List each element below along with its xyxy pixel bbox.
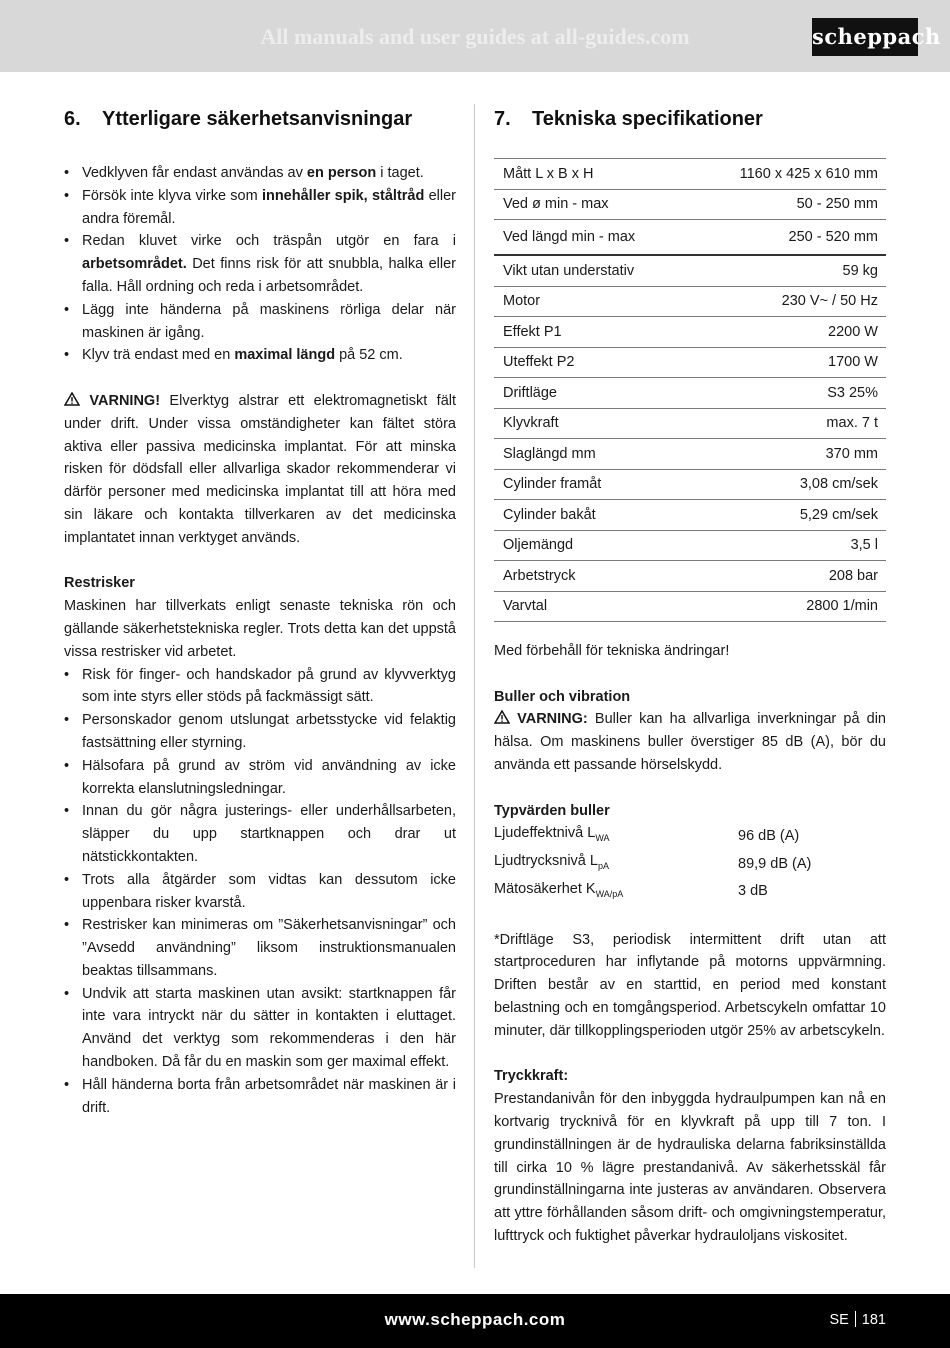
em-warning-paragraph	[64, 390, 456, 550]
list-item: • Hälsofara på grund av ström vid användning av icke korrekta elanslutningsledningar.	[64, 755, 456, 801]
warning-text: Elverktyg alstrar ett elektromagnetiskt fält under drift. Under vissa omständigheter kan fältet störa aktiva eller passiva medicinska implantat. För att minska risken för dödsfall eller allvarliga skador rekommenderar vi därför personer med medicinska implantat till att höra med sin läkare och kontakta tillverkaren av det medicinska implantatet innan verktyget används.	[64, 392, 457, 546]
pressure-force-heading: Tryckkraft:	[494, 1068, 569, 1085]
page-number: 181	[861, 1312, 886, 1328]
section-number: 7.	[494, 108, 511, 130]
table-row: Ljudeffektnivå $L_{WA}$ 96 dB (A)	[494, 825, 800, 844]
noise-warning-text: Buller kan ha allvarliga inverkningar på din hälsa. Om maskinens buller överstiger 85 dB (A), bör du använda ett passande hörselskydd.	[494, 711, 886, 773]
list-item: • Risk för finger- och handskador på grund av klyvverktyg som inte styrs eller stöds på fackmässigt sätt.	[64, 664, 456, 710]
list-item: • Lägg inte händerna på maskinens rörliga delar när maskinen är igång.	[64, 299, 456, 345]
top-banner	[0, 0, 950, 72]
list-item: • Personskador genom utslungat arbetsstycke vid felaktig fastsättning eller styrning.	[64, 709, 456, 755]
table-row: Cylinder bakåt 5,29 cm/sek	[494, 500, 886, 531]
table-row: Effekt P1 2200 W	[494, 317, 886, 348]
safety-bullet-list	[64, 162, 456, 367]
spec-table	[494, 158, 886, 622]
section-title: Ytterligare säkerhetsanvisningar	[102, 108, 413, 130]
list-item: • Klyv trä endast med en maximal längd på 52 cm.	[64, 344, 456, 367]
table-row: Driftläge S3 25%	[494, 378, 886, 409]
table-row: Uteffekt P2 1700 W	[494, 347, 886, 378]
pressure-force-text: Prestandanivån för den inbyggda hydraulpumpen kan nå en kortvarig trycknivå för en klyvkraft på upp till 7 ton. I grundinställningen är de hydrauliska delarna fabriksinställda till cirka 10 % lägre prestandanivå. Av säkerhetsskäl får grundinställningarna inte justeras av användaren. Observera att yttre förhållanden såsom drift- och omgivningstemperatur, lufttryck och fuktighet påverkar hydrauloljans viskositet.	[494, 1091, 886, 1244]
footer-bar	[0, 1294, 950, 1348]
technical-changes-note: Med förbehåll för tekniska ändringar!	[494, 643, 730, 659]
typical-noise-table	[494, 822, 811, 905]
residual-risks-list	[64, 664, 456, 1120]
scheppach-logo: scheppach	[812, 18, 918, 56]
table-row: Mått L x B x H 1160 x 425 x 610 mm	[494, 159, 886, 190]
noise-warning-label: VARNING:	[517, 711, 588, 728]
table-row: Arbetstryck 208 bar	[494, 561, 886, 592]
website-link[interactable]: www.scheppach.com	[384, 1310, 566, 1329]
list-item: • Försök inte klyva virke som innehåller spik, ståltråd eller andra föremål.	[64, 185, 456, 231]
table-row: Slaglängd mm 370 mm	[494, 439, 886, 470]
duty-cycle-note: *Driftläge S3, periodisk intermittent drift utan att startproceduren har inflytande på motorns uppvärmning. Driften består av en starttid, en period med konstant belastning och en tomgångsperiod. Arbetscykeln omfattar 10 minuter, där tillkopplingsperioden utgör 25% av arbetscykeln.	[494, 931, 886, 1039]
table-row: Ljudtrycksnivå $L_{pA}$ 89,9 dB (A)	[494, 853, 812, 872]
table-row: Ved ø min - max 50 - 250 mm	[494, 189, 886, 220]
right-column	[494, 104, 886, 1248]
noise-heading: Buller och vibration	[494, 688, 631, 705]
table-row: Mätosäkerhet $K_{WA/pA}$ 3 dB	[494, 880, 768, 900]
table-row: Klyvkraft max. 7 t	[494, 408, 886, 439]
section-title: Tekniska specifikationer	[532, 108, 763, 130]
table-row: Cylinder framåt 3,08 cm/sek	[494, 469, 886, 500]
residual-risks-intro: Maskinen har tillverkats enligt senaste tekniska rön och gällande säkerhetstekniska regler. Trots detta kan det uppstå vissa restrisker vid arbetet.	[64, 598, 456, 660]
section-6-heading	[64, 104, 456, 134]
table-row: Varvtal 2800 1/min	[494, 591, 886, 622]
table-row: Ved längd min - max 250 - 520 mm	[494, 220, 886, 256]
noise-warning-paragraph	[494, 708, 886, 776]
warning-triangle-icon	[494, 710, 510, 724]
list-item: • Vedklyven får endast användas av en person i taget.	[64, 162, 456, 185]
list-item: • Redan kluvet virke och träspån utgör en fara i arbetsområdet. Det finns risk för att snubbla, halka eller falla. Håll ordning och reda i arbetsområdet.	[64, 230, 456, 298]
table-row: Vikt utan understativ 59 kg	[494, 255, 886, 286]
list-item: • Undvik att starta maskinen utan avsikt: startknappen får inte vara intryckt när du sätter in kontakten i eluttaget. Använd det verktyg som rekommenderas i den här handboken. Då får du en maskin som ger maximal effekt.	[64, 983, 456, 1074]
warning-triangle-icon	[64, 392, 80, 406]
list-item: • Håll händerna borta från arbetsområdet när maskinen är i drift.	[64, 1074, 456, 1120]
language-code: SE	[829, 1312, 849, 1328]
watermark-text: All manuals and user guides at all-guides.com	[260, 24, 690, 49]
section-number: 6.	[64, 108, 81, 130]
left-column	[64, 104, 456, 1119]
residual-risks-heading: Restrisker	[64, 575, 135, 592]
column-divider	[474, 104, 475, 1268]
list-item: • Trots alla åtgärder som vidtas kan dessutom icke uppenbara risker kvarstå.	[64, 869, 456, 915]
table-row: Motor 230 V~ / 50 Hz	[494, 286, 886, 317]
section-7-heading	[494, 104, 886, 134]
list-item: • Restrisker kan minimeras om ”Säkerhetsanvisningar” och ”Avsedd användning” liksom instruktionsmanualen beaktas tillsammans.	[64, 914, 456, 982]
warning-label: VARNING!	[89, 392, 161, 409]
table-row: Oljemängd 3,5 l	[494, 530, 886, 561]
typical-noise-heading: Typvärden buller	[494, 802, 610, 819]
page-number-area	[829, 1311, 886, 1328]
list-item: • Innan du gör några justerings- eller underhållsarbeten, släpper du upp startknappen och drar ut nätstickkontakten.	[64, 800, 456, 868]
